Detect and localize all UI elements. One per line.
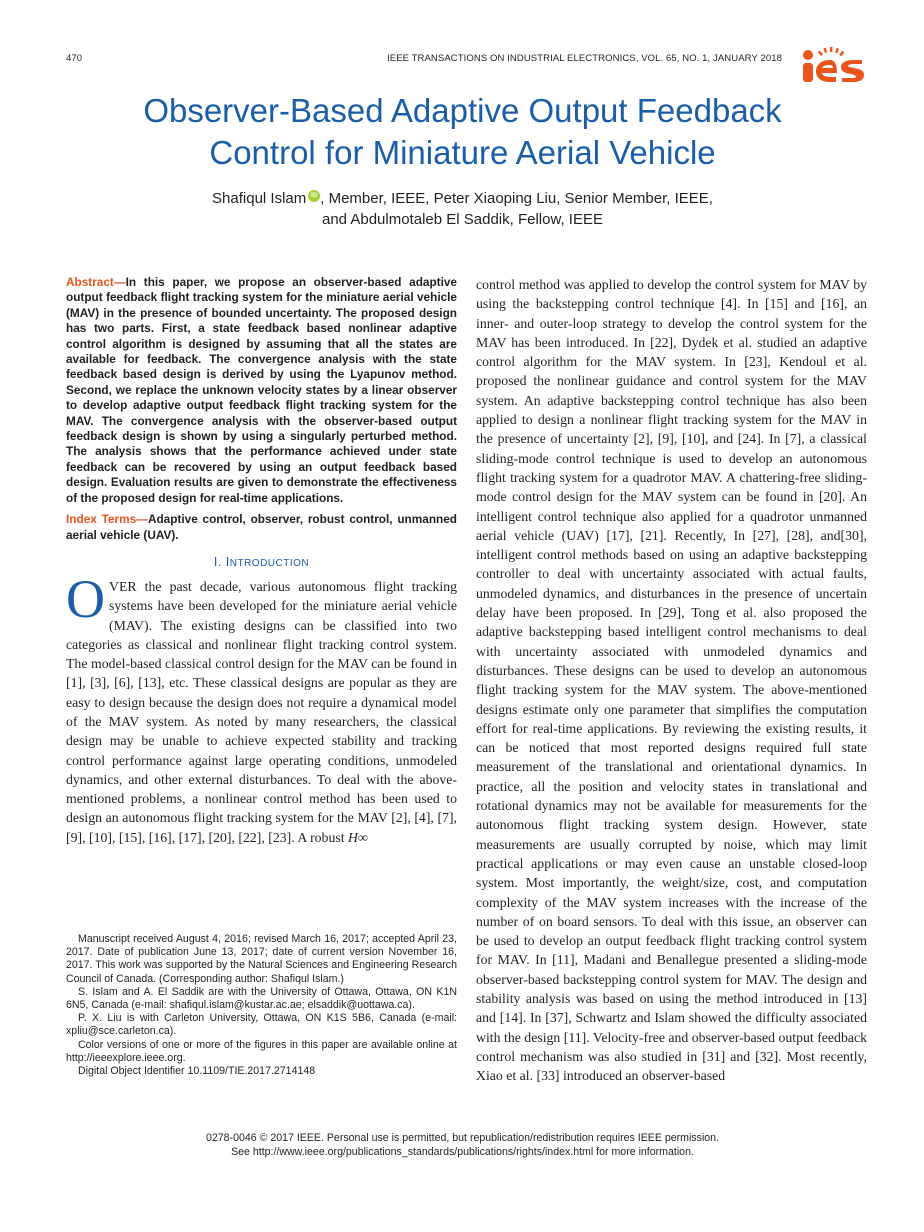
- h-infinity-symbol: H∞: [348, 829, 368, 845]
- orcid-icon[interactable]: iD: [308, 190, 320, 202]
- author-name-1: Shafiqul Islam: [212, 190, 307, 207]
- section-heading-introduction: [66, 555, 457, 569]
- right-column: [476, 275, 867, 1085]
- author-line-1-rest: , Member, IEEE, Peter Xiaoping Liu, Senior Member, IEEE,: [320, 190, 713, 207]
- page-number: 470: [66, 53, 83, 64]
- author-line-2: and Abdulmotaleb El Saddik, Fellow, IEEE: [321, 211, 603, 228]
- abstract-label: Abstract—: [66, 275, 126, 289]
- footnotes: [66, 933, 457, 1078]
- footnote-doi: Digital Object Identifier 10.1109/TIE.2017.2714148: [78, 1065, 316, 1078]
- title-line-2: Control for Miniature Aerial Vehicle: [209, 134, 716, 171]
- intro-text: VER the past decade, various autonomous flight tracking systems have been developed for the miniature aerial vehicle (MAV). The existing designs can be classified into two categories as classical and nonlinear flight tracking control system. The model-based classical control design for the MAV can be found in [1], [3], [6], [13], etc. These classical designs are popular as they are easy to design because the design does not require a dynamical model of the MAV system. As noted by many researchers, the classical design may be unable to achieve expected stability and tracking control performance against large operating conditions, unmodeled dynamics, and other external disturbances. To deal with the above-mentioned problems, a nonlinear control method has been used to design an autonomous flight tracking system for the MAV [2], [4], [7], [9], [10], [15], [16], [17], [20], [22], [23]. A robust: [66, 578, 457, 845]
- author-list: [60, 188, 865, 230]
- drop-cap: O: [66, 568, 105, 629]
- footnote-color-note: Color versions of one or more of the figures in this paper are available online at http://ieeexplore.ieee.org.: [66, 1038, 457, 1064]
- copyright-notice: [60, 1131, 865, 1159]
- footnote-affiliation-1: S. Islam and A. El Saddik are with the University of Ottawa, Ottawa, ON K1N 6N5, Canada (e-mail: shafiqul.islam@kustar.ac.ae; elsaddik@uottawa.ca).: [66, 985, 457, 1012]
- paper-title: [60, 90, 865, 174]
- footnote-affiliation-2: P. X. Liu is with Carleton University, Ottawa, ON K1S 5B6, Canada (e-mail: xpliu@sce.carleton.ca).: [66, 1012, 457, 1038]
- index-terms-text: Adaptive control, observer, robust control, unmanned aerial vehicle (UAV).: [66, 512, 457, 542]
- journal-name: IEEE TRANSACTIONS ON INDUSTRIAL ELECTRONICS, VOL. 65, NO. 1, JANUARY 2018: [387, 53, 782, 64]
- footnote-manuscript: Manuscript received August 4, 2016; revised March 16, 2017; accepted April 23, 2017. Date of publication June 13, 2017; date of current version November 16, 2017. This work was supported by the Natural Sciences and Engineering Research Council of Canada. (Corresponding author: Shafiqul Islam.): [66, 933, 457, 985]
- index-terms-label: Index Terms—: [66, 512, 148, 527]
- intro-paragraph: [66, 568, 457, 847]
- right-column-paragraph: control method was applied to develop the control system for MAV by using the backstepping control technique [4]. In [15] and [16], an inner- and outer-loop strategy to develop the control system for the MAV has been introduced. In [22], Dydek et al. studied an adaptive control algorithm for the MAV system. In [23], Kendoul et al. proposed the nonlinear guidance and control system for the MAV system. An adaptive backstepping control technique has also been applied to design a nonlinear flight tracking system for the MAV in the presence of uncertainty [2], [9], [10], and [24]. In [7], a classical sliding-mode control technique is used to develop an autonomous flight tracking system for a quadrotor MAV. A chattering-free sliding-mode control design for the MAV system can be found in [20]. An intelligent control technique also applied for a quadrotor unmanned aerial vehicle (UAV) [17], [21]. Recently, In [27], [28], and[30], intelligent control methods based on using an adaptive backstepping controller to deal with uncertainty associated with actual faults, unmodeled dynamics, and disturbances in the presence of uncertain delay have been proposed. In [29], Tong et al. also proposed the adaptive backstepping based intelligent control mechanisms to deal with uncertainty associated with unmodeled dynamics and disturbances. These designs can be used to develop an autonomous flight tracking system for the MAV system. The above-mentioned designs estimate only one parameter that simplifies the computation effort for real-time applications. By reviewing the existing results, it can be noticed that most reported designs required full state measurement of the translational and orientational dynamics. In practice, all the position and velocity states in translational and rotational dynamics may not be available for measurements for the autonomous flight tracking system design. However, state measurements are usually corrupted by noise, which may limit practical applications or may even cause an unstable closed-loop system. Most importantly, the weight/size, cost, and computation complexity of the MAV system increases with the increase of the number of on board sensors. To deal with this issue, an observer can be used to develop an output feedback flight tracking control system for MAV. In [11], Madani and Benallegue presented a sliding-mode observer-based backstepping control system for MAV. The design and stability analysis was based on using the method introduced in [13] and [14]. In [37], Schwartz and Islam showed the difficulty associated with the design [11]. Velocity-free and observer-based output feedback control mechanism was also studied in [31] and [32]. Most recently, Xiao et al. [33] introduced an observer-based: [476, 277, 867, 1084]
- abstract: [66, 275, 457, 506]
- copyright-line-2[interactable]: See http://www.ieee.org/publications_standards/publications/rights/index.html for more information.: [231, 1146, 694, 1158]
- section-first-letter: I: [225, 554, 230, 569]
- section-numeral: I.: [213, 554, 226, 569]
- abstract-text: In this paper, we propose an observer-based adaptive output feedback flight tracking system for the miniature aerial vehicle (MAV) in the presence of bounded uncertainty. The proposed design has two parts. First, a state feedback based nonlinear adaptive control algorithm is designed by assuming that all the states are available for feedback. The convergence analysis with the state feedback based design is derived by using the Lyapunov method. Second, we replace the unknown velocity states by a linear observer to develop adaptive output feedback flight tracking system for the MAV. The convergence analysis with the observer-based output feedback design is shown by using a singularly perturbed method. The analysis shows that the performance achieved under state feedback can be recovered by using an output feedback based design. Evaluation results are given to demonstrate the effectiveness of the proposed design for real-time applications.: [66, 275, 457, 505]
- title-line-1: Observer-Based Adaptive Output Feedback: [143, 92, 782, 129]
- ies-logo: [798, 46, 870, 84]
- index-terms: [66, 512, 457, 543]
- left-column: [66, 275, 457, 847]
- section-title-rest: NTRODUCTION: [229, 557, 310, 569]
- copyright-line-1: 0278-0046 © 2017 IEEE. Personal use is permitted, but republication/redistribution requires IEEE permission.: [205, 1132, 720, 1144]
- running-head: [66, 53, 782, 67]
